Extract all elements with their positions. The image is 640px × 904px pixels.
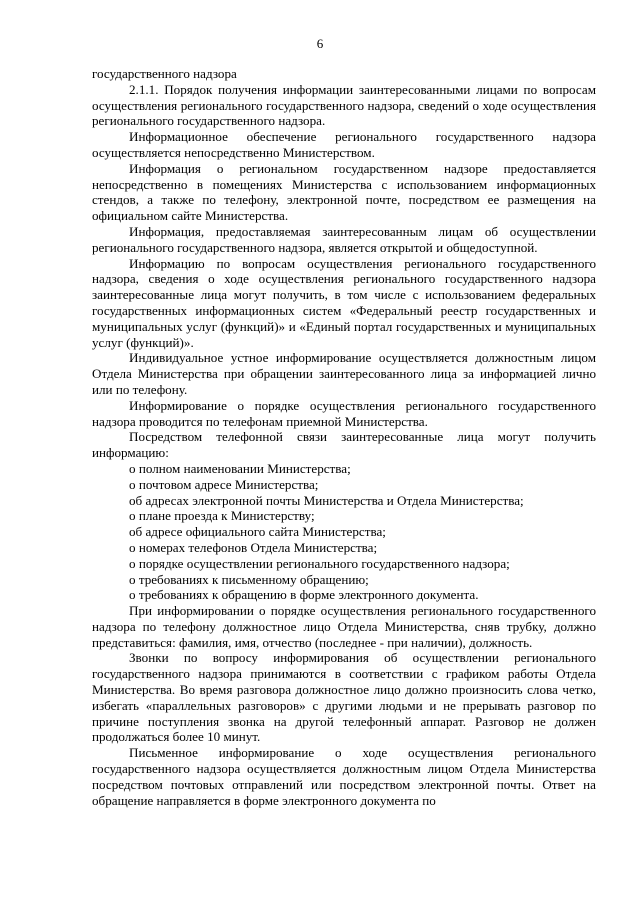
paragraph: Информация о региональном государственном надзоре предоставляется непосредственно в помещениях Министерства с использованием информационных стендов, а также по телефону, электронной почте, посредством ее размещения на официальном сайте Министерства.	[92, 160, 596, 224]
list-item: о требованиях к обращению в форме электронного документа.	[129, 587, 479, 603]
list-item: о порядке осуществлении регионального государственного надзора;	[129, 555, 510, 571]
document-body	[92, 66, 596, 808]
list-item: о почтовом адресе Министерства;	[129, 476, 319, 492]
lead-fragment: государственного надзора	[92, 66, 237, 81]
list-item: о полном наименовании Министерства;	[129, 460, 351, 476]
paragraph: Информацию по вопросам осуществления регионального государственного надзора, сведения о ходе осуществления регионального государственного надзора заинтересованные лица могут получить, в том числе с использованием федеральных государственных информационных систем «Федеральный реестр государственных и муниципальных услуг (функций)» и «Единый портал государственных и муниципальных услуг (функций)».	[92, 255, 596, 350]
paragraph: При информировании о порядке осуществления регионального государственного надзора по телефону должностное лицо Отдела Министерства, сняв трубку, должно представиться: фамилия, имя, отчество (последнее - при наличии), должность.	[92, 603, 596, 650]
paragraph: Звонки по вопросу информирования об осуществлении регионального государственного надзора принимаются в соответствии с графиком работы Отдела Министерства. Во время разговора должностное лицо должно произносить слова четко, избегать «параллельных разговоров» с другими людьми и не прерывать разговор по причине поступления звонка на другой телефонный аппарат. Разговор не должен продолжаться более 10 минут.	[92, 650, 596, 745]
paragraph: Индивидуальное устное информирование осуществляется должностным лицом Отдела Министерства при обращении заинтересованного лица за информацией лично или по телефону.	[92, 350, 596, 397]
paragraph: Информирование о порядке осуществления регионального государственного надзора проводится по телефонам приемной Министерства.	[92, 397, 596, 429]
paragraph: Информационное обеспечение регионального государственного надзора осуществляется непосредственно Министерством.	[92, 129, 596, 160]
list-item: об адресах электронной почты Министерства и Отдела Министерства;	[129, 492, 524, 508]
paragraph: Письменное информирование о ходе осуществления регионального государственного надзора осуществляется должностным лицом Отдела Министерства посредством почтовых отправлений или посредством электронной почты. Ответ на обращение направляется в форме электронного документа по	[92, 745, 596, 808]
paragraph: Информация, предоставляемая заинтересованным лицам об осуществлении регионального государственного надзора, является открытой и общедоступной.	[92, 223, 596, 255]
paragraph: 2.1.1. Порядок получения информации заинтересованными лицами по вопросам осуществления регионального государственного надзора, сведений о ходе осуществления регионального государственного надзора.	[92, 81, 596, 129]
info-list	[92, 461, 596, 603]
page-number: 6	[316, 36, 324, 51]
list-item: об адресе официального сайта Министерства;	[129, 524, 386, 540]
list-item: о номерах телефонов Отдела Министерства;	[129, 539, 378, 555]
list-item: о плане проезда к Министерству;	[129, 508, 315, 524]
list-item: о требованиях к письменному обращению;	[129, 571, 369, 587]
paragraph: Посредством телефонной связи заинтересованные лица могут получить информацию:	[92, 429, 596, 461]
